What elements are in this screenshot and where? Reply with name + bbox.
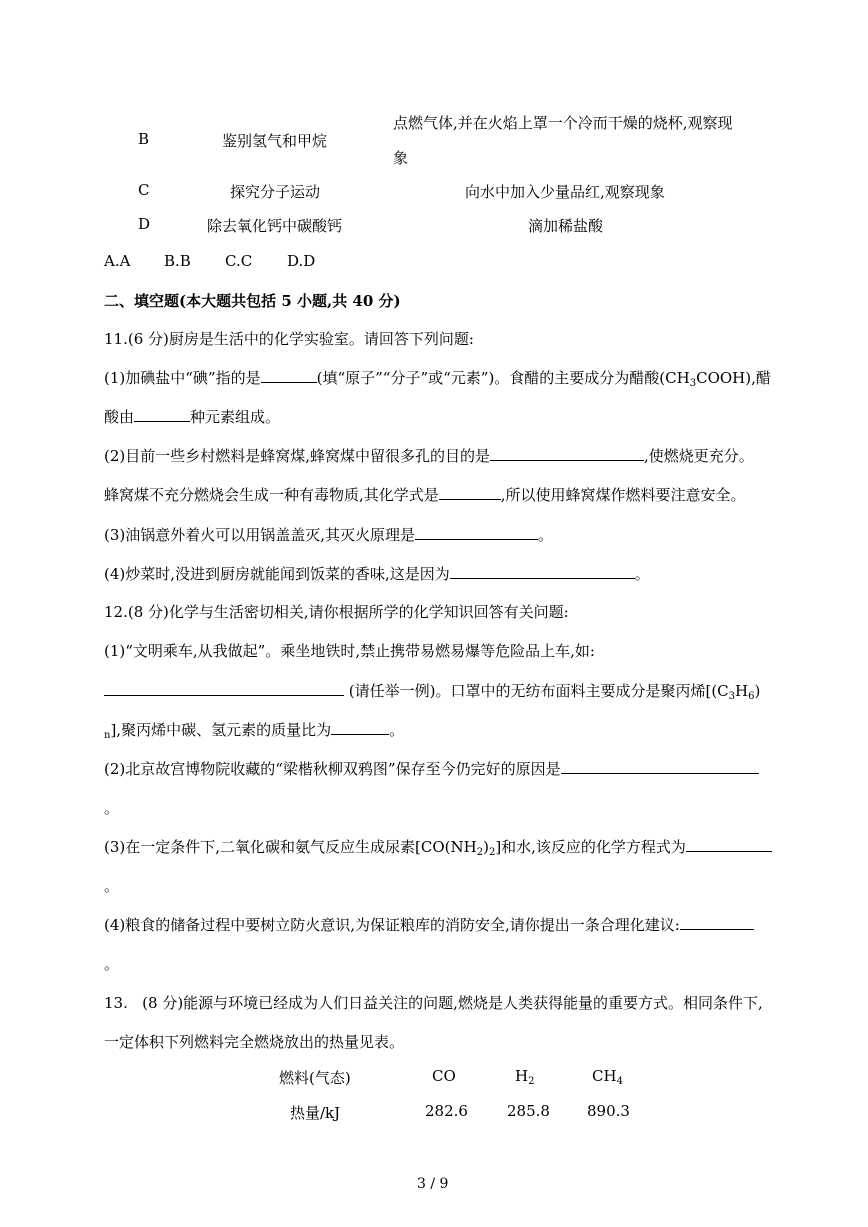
q12-part2-end: 。 [104, 799, 120, 817]
answer-blank[interactable] [686, 837, 772, 852]
row-d-method: 滴加稀盐酸 [528, 217, 604, 235]
q12-part4: (4)粮食的储备过程中要树立防火意识,为保证粮库的消防安全,请你提出一条合理化建议: [104, 914, 754, 935]
row-d-letter: D [138, 215, 151, 233]
row-b-letter: B [138, 130, 150, 148]
answer-blank[interactable] [439, 485, 501, 500]
table-header-co: CO [432, 1067, 456, 1085]
q11-part3: (3)油锅意外着火可以用锅盖盖灭,其灭火原理是 。 [104, 526, 554, 544]
row-c-method: 向水中加入少量品红,观察现象 [465, 183, 665, 201]
q11-part1-cont: 酸由 种元素组成。 [104, 408, 281, 426]
q11-part2: (2)目前一些乡村燃料是蜂窝煤,蜂窝煤中留很多孔的目的是 ,使燃烧更充分。 [104, 447, 754, 465]
row-d-purpose: 除去氧化钙中碳酸钙 [207, 217, 343, 235]
q11-stem: 11.(6 分)厨房是生活中的化学实验室。请回答下列问题: [104, 330, 474, 348]
choice-b: B.B [164, 252, 191, 270]
table-cell-h2: 285.8 [507, 1102, 550, 1120]
choice-d: D.D [287, 252, 316, 270]
answer-blank[interactable] [680, 915, 754, 930]
section-title: 二、填空题(本大题共包括 5 小题,共 40 分) [104, 292, 401, 310]
choice-c: C.C [225, 252, 253, 270]
row-b-method-line2: 象 [393, 149, 409, 167]
answer-blank[interactable] [561, 759, 759, 774]
answer-blank[interactable] [450, 564, 635, 579]
q12-part1: (1)“文明乘车,从我做起”。乘坐地铁时,禁止携带易燃易爆等危险品上车,如: [104, 642, 595, 660]
answer-blank[interactable] [134, 407, 190, 422]
q11-part2-cont: 蜂窝煤不充分燃烧会生成一种有毒物质,其化学式是 ,所以使用蜂窝煤作燃料要注意安全。 [104, 486, 746, 504]
row-b-purpose: 鉴别氢气和甲烷 [222, 132, 328, 150]
page-number: 3 / 9 [417, 1176, 449, 1192]
answer-blank[interactable] [490, 446, 644, 461]
answer-blank[interactable] [104, 681, 344, 696]
choice-a: A.A [104, 252, 131, 270]
table-header-fuel: 燃料(气态) [279, 1069, 351, 1087]
q12-stem: 12.(8 分)化学与生活密切相关,请你根据所学的化学知识回答有关问题: [104, 603, 569, 621]
q13-line1: 13. (8 分)能源与环境已经成为人们日益关注的问题,燃烧是人类获得能量的重要方式。相同条件下, [104, 994, 763, 1012]
row-c-purpose: 探究分子运动 [230, 183, 321, 201]
answer-blank[interactable] [261, 368, 317, 383]
q12-part3: (3)在一定条件下,二氧化碳和氨气反应生成尿素$[CO(NH_2)_2]$和水,该反应的化学方程式为 [104, 836, 772, 857]
q12-part3-end: 。 [104, 877, 120, 895]
table-cell-co: 282.6 [425, 1102, 468, 1120]
table-header-h2: $H_2$ [515, 1067, 535, 1087]
answer-blank[interactable] [331, 720, 389, 735]
table-cell-ch4: 890.3 [587, 1102, 630, 1120]
q12-part1-cont: (请任举一例)。口罩中的无纺布面料主要成分是聚丙烯[$(C_3H_6)$ [104, 680, 760, 701]
table-row-label: 热量/kJ [290, 1104, 341, 1122]
q11-part1: (1)加碘盐中“碘”指的是 (填“原子”“分子”或“元素”)。食醋的主要成分为醋酸$(CH_3COOH)$,醋 [104, 369, 771, 389]
answer-blank[interactable] [415, 525, 538, 540]
row-b-method-line1: 点燃气体,并在火焰上罩一个冷而干燥的烧杯,观察现 [393, 114, 733, 132]
q11-part4: (4)炒菜时,没进到厨房就能闻到饭菜的香味,这是因为 。 [104, 565, 650, 583]
table-header-ch4: $CH_4$ [592, 1067, 623, 1087]
q12-part4-end: 。 [104, 955, 120, 973]
q13-line2: 一定体积下列燃料完全燃烧放出的热量见表。 [104, 1033, 405, 1051]
q12-part2: (2)北京故宫博物院收藏的“梁楷秋柳双鸦图”保存至今仍完好的原因是 [104, 758, 759, 779]
q12-part1-end: $_n$],聚丙烯中碳、氢元素的质量比为 。 [104, 721, 405, 741]
row-c-letter: C [138, 181, 150, 199]
